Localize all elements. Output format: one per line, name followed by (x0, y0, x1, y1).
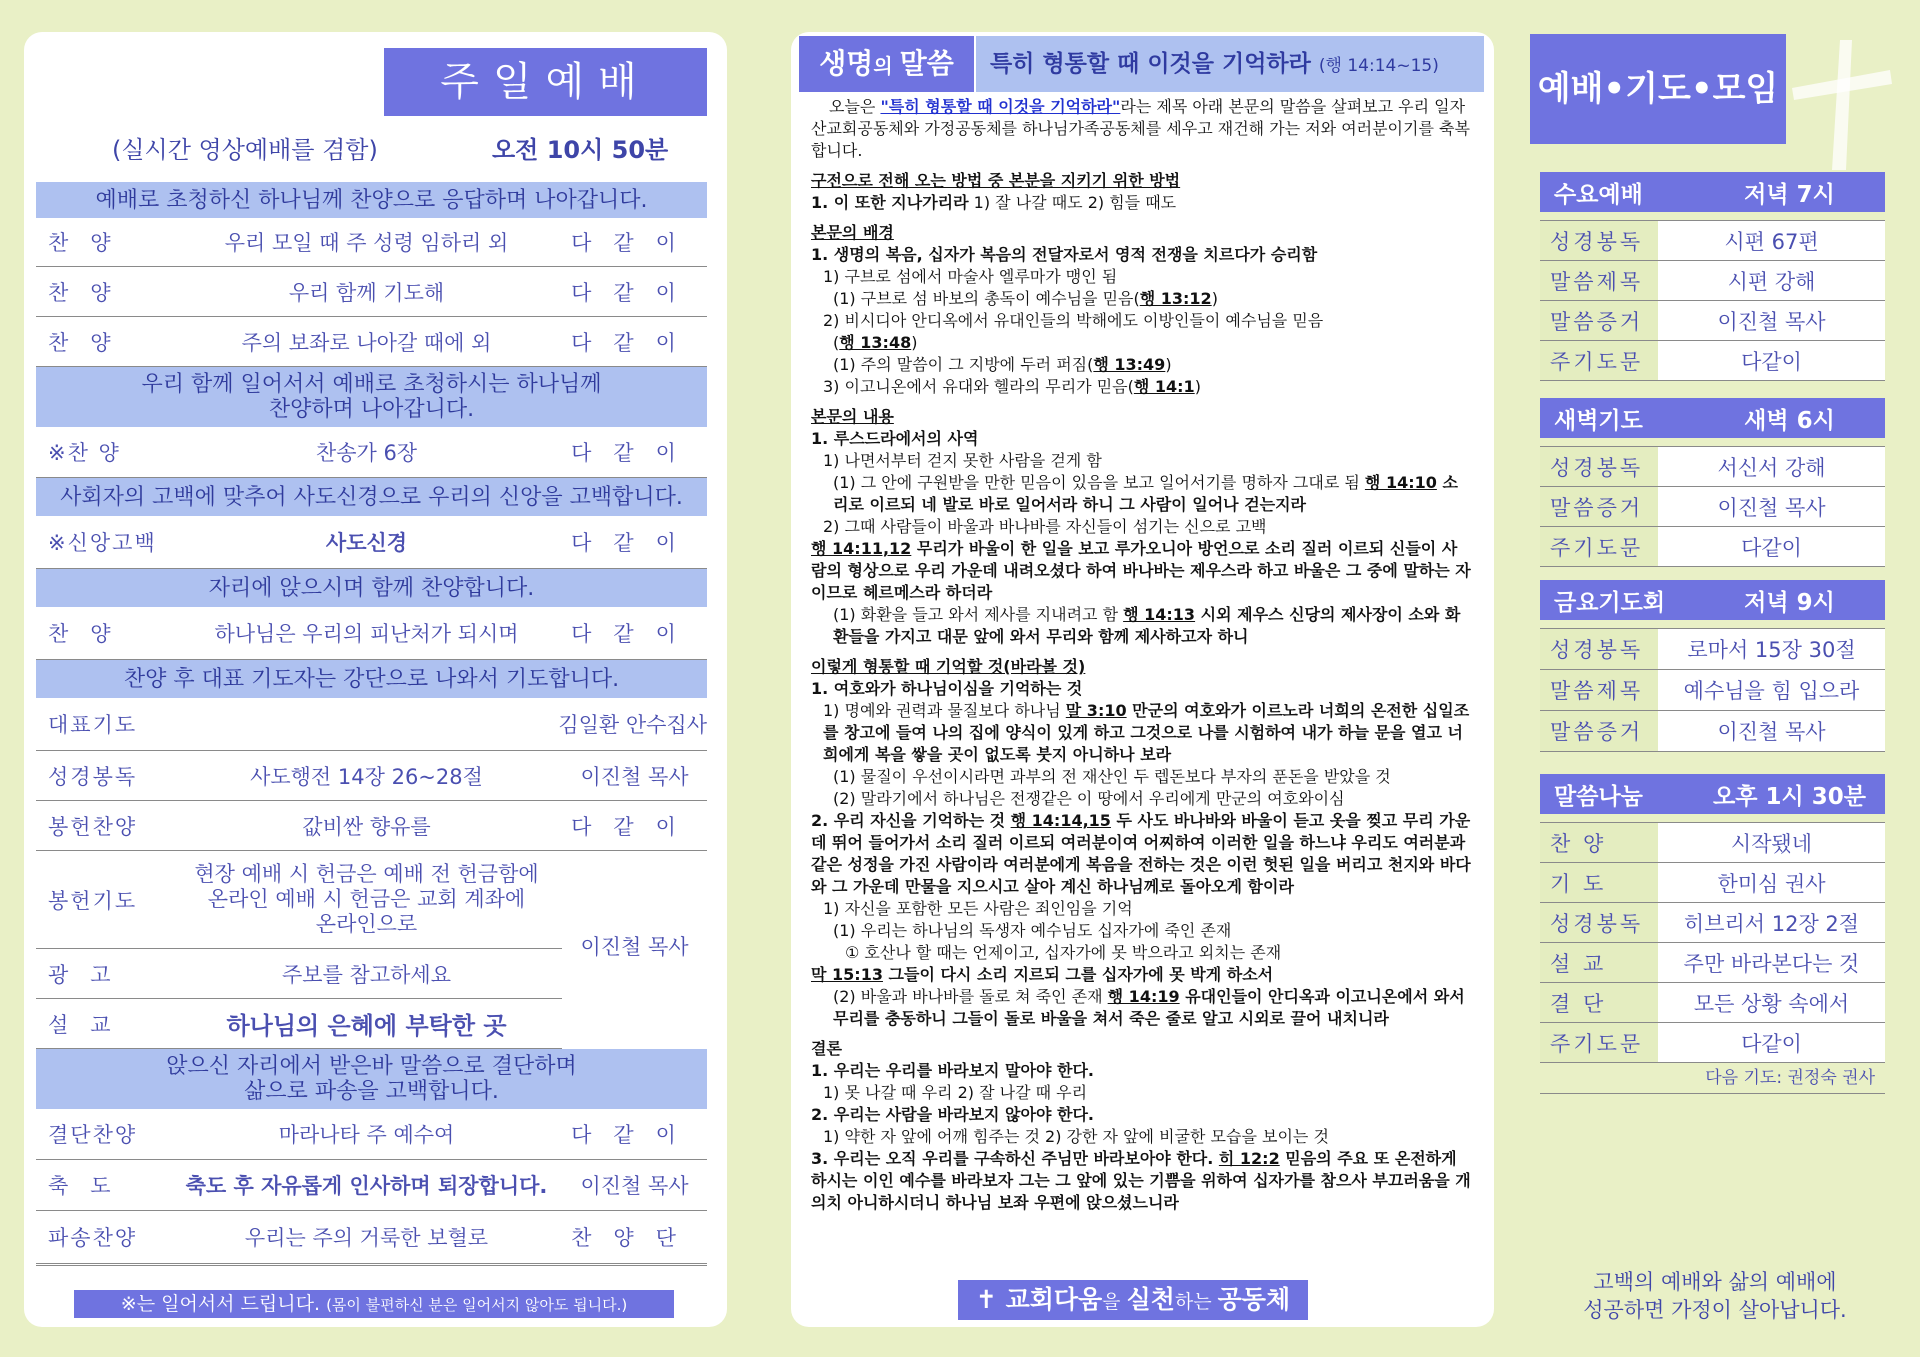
next-prayer-note: 다음 기도: 권정숙 권사 (1540, 1063, 1885, 1094)
row-content: 마라나타 주 예수여 (278, 1123, 455, 1147)
sermon-body (811, 96, 1471, 1214)
text: ) (1211, 289, 1218, 308)
schedule-row (1540, 629, 1885, 670)
schedule-row (1540, 487, 1885, 527)
row-value: 시편 강해 (1658, 261, 1885, 300)
section-time: 저녁 9시 (1744, 589, 1835, 616)
scripture-ref: 행 14:11,12 (811, 539, 912, 558)
section-heading: 본문의 내용 (811, 407, 894, 426)
row-label: 결 단 (1540, 983, 1658, 1022)
intro-paragraph (811, 96, 1471, 162)
row-content: 우리 함께 기도해 (288, 280, 445, 305)
row-value: 히브리서 12장 2절 (1658, 903, 1885, 942)
band-heading: 예배로 초청하신 하나님께 찬양으로 응답하며 나아갑니다. (36, 182, 707, 218)
scripture-quote: 무리가 바울이 한 일을 보고 루가오니아 방언으로 소리 질러 이르되 신들이 사람의 형상으로 우리 가운데 내려오셨다 하여 바나바는 제우스라 하고 바울은 그 중에 말하는 자이므로 헤르메스라 하더라 (811, 539, 1471, 602)
row-leader: 다같이 (571, 814, 698, 839)
outline-line: 1. 루스드라에서의 사역 (811, 429, 979, 448)
order-of-worship (36, 182, 707, 1266)
outline-line: 2) 그때 사람들이 바울과 바나바를 자신들이 섬기는 신으로 고백 (823, 517, 1267, 536)
section-heading: 본문의 배경 (811, 223, 894, 242)
outline-line (811, 700, 1471, 766)
row-leader: 이진철 목사 (580, 764, 689, 789)
row-content: 찬송가 6장 (315, 441, 418, 465)
sunday-worship-panel (24, 32, 727, 1327)
row-label: 파송찬양 (48, 1226, 138, 1250)
row-leader: 다같이 (571, 441, 698, 465)
schedule-row (1540, 903, 1885, 943)
outline-line (811, 538, 1471, 604)
text: 3. 우리는 오직 우리를 구속하신 주님만 바라보아야 한다. (811, 1149, 1219, 1168)
row-label: 봉헌찬양 (48, 814, 138, 839)
order-row (36, 1109, 707, 1160)
row-leader: 이진철 목사 (580, 1174, 689, 1198)
tab-word: 말씀 (899, 47, 954, 80)
band-line: 찬양하며 나아갑니다. (268, 397, 475, 422)
row-value: 이진철 목사 (1658, 711, 1885, 751)
outline-line (811, 354, 1471, 376)
outline-line (811, 986, 1471, 1030)
schedule-title: 예배•기도•모임 (1530, 34, 1786, 144)
row-label: 설교 (48, 1012, 133, 1037)
schedule-row (1540, 221, 1885, 261)
scripture-ref: 행 14:13 (1123, 605, 1196, 624)
slogan-word: 공동체 (1217, 1285, 1291, 1314)
text: 2. 우리 자신을 기억하는 것 (811, 811, 1011, 830)
outline-line (811, 288, 1471, 310)
scripture-ref: 행 14:14,15 (1010, 811, 1111, 830)
offering-note-line: 온라인 예배 시 헌금은 교회 계좌에 (207, 887, 526, 911)
outline-line: 2. 우리는 사람을 바라보지 않아야 한다. (811, 1105, 1094, 1124)
row-content: 우리는 주의 거룩한 보혈로 (244, 1226, 489, 1250)
schedule-row (1540, 711, 1885, 752)
cross-icon (1780, 40, 1895, 170)
outline-line: (1) 물질이 우선이시라면 과부의 전 재산인 두 렙돈보다 부자의 푼돈을 받았을 것 (833, 767, 1391, 786)
row-content: 우리 모일 때 주 성령 임하리 외 (224, 231, 509, 255)
order-row (36, 607, 707, 660)
row-label: 결단찬양 (48, 1123, 138, 1147)
row-value: 서신서 강해 (1658, 447, 1885, 486)
order-row (36, 999, 562, 1049)
row-value: 예수님을 힘 입으라 (1658, 670, 1885, 710)
row-value: 주만 바라본다는 것 (1658, 943, 1885, 982)
row-content: 축도 후 자유롭게 인사하며 퇴장합니다. (185, 1174, 548, 1198)
row-leader: 다같이 (571, 622, 698, 646)
scripture-ref: 행 13:48 (839, 333, 912, 352)
text: (1) 주의 말씀이 그 지방에 두러 퍼짐( (833, 355, 1094, 374)
row-content: 하나님은 우리의 피난처가 되시며 (214, 622, 519, 646)
page-title: 주일예배 (384, 48, 707, 116)
schedule-row (1540, 301, 1885, 341)
sermon-title (976, 36, 1484, 92)
order-row (36, 851, 562, 949)
schedule-row (1540, 261, 1885, 301)
schedule-row (1540, 943, 1885, 983)
band-heading: 사회자의 고백에 맞추어 사도신경으로 우리의 신앙을 고백합니다. (36, 478, 707, 516)
tab-word: 생명 (819, 47, 874, 80)
row-label: 대표기도 (48, 713, 138, 737)
section-name: 새벽기도 (1554, 407, 1643, 434)
outline-line: 1) 나면서부터 걷지 못한 사람을 걷게 함 (823, 451, 1102, 470)
text: ) (1194, 377, 1201, 396)
row-label: 봉헌기도 (48, 888, 138, 913)
row-leader: 다같이 (571, 231, 698, 255)
sermon-tab (799, 36, 974, 92)
scripture-ref: 행 14:19 (1107, 987, 1180, 1006)
schedule-row (1540, 527, 1885, 567)
row-label: 말씀증거 (1540, 711, 1658, 751)
sermon-panel (791, 32, 1494, 1327)
schedule-row (1540, 863, 1885, 903)
order-row (36, 427, 707, 478)
row-label: 찬양 (48, 280, 133, 305)
scripture-ref: 막 15:13 (811, 965, 883, 984)
row-label: 성경봉독 (1540, 447, 1658, 486)
row-leader: 다같이 (571, 1123, 698, 1147)
schedule-row (1540, 823, 1885, 863)
row-label: 찬양 (48, 622, 133, 646)
highlight: "특히 형통할 때 이것을 기억하라" (880, 97, 1121, 116)
standing-note-sub: (몸이 불편하신 분은 일어서지 않아도 됩니다.) (326, 1296, 628, 1314)
church-slogan (958, 1280, 1308, 1320)
outline-line: 1. 여호와가 하나님이심을 기억하는 것 (811, 679, 1083, 698)
scripture-ref: 행 13:12 (1139, 289, 1212, 308)
scripture-quote: 소리로 이르되 네 발로 바로 일어서라 하니 그 사람이 일어나 걷는지라 (833, 473, 1458, 514)
row-label: 광고 (48, 962, 133, 987)
row-value: 시작됐네 (1658, 823, 1885, 862)
row-value: 모든 상황 속에서 (1658, 983, 1885, 1022)
band-heading (36, 1049, 707, 1109)
row-label: 성경봉독 (1540, 903, 1658, 942)
text: ( (833, 333, 840, 352)
section-time: 새벽 6시 (1744, 407, 1835, 434)
merged-section (36, 851, 707, 1049)
section-time: 오후 1시 30분 (1713, 783, 1866, 810)
section-name: 말씀나눔 (1554, 783, 1643, 810)
order-row (36, 751, 707, 801)
outline-line (811, 472, 1471, 516)
slogan-particle: 을 (1102, 1291, 1127, 1313)
row-label: 기 도 (1540, 863, 1658, 902)
order-row (36, 1211, 707, 1266)
section-name: 금요기도회 (1554, 589, 1666, 616)
text: ) (911, 333, 918, 352)
schedule-row (1540, 1023, 1885, 1063)
section-header (1540, 398, 1885, 438)
scripture-quote: 유대인들이 안디옥과 이고니온에서 와서 무리를 충동하니 그들이 돌로 바울을 쳐서 죽은 줄로 알고 시외로 끌어 내치니라 (833, 987, 1465, 1028)
section-heading: 이렇게 형통할 때 기억할 것(바라볼 것) (811, 657, 1086, 676)
row-leader: 찬양단 (571, 1226, 698, 1250)
row-value: 로마서 15장 30절 (1658, 629, 1885, 669)
outline-line: (1) 우리는 하나님의 독생자 예수님도 십자가에 죽인 존재 (833, 921, 1232, 940)
row-label: ※신앙고백 (48, 531, 157, 555)
section-name: 수요예배 (1554, 181, 1643, 208)
outline-line (811, 332, 1471, 354)
row-label: ※찬 양 (48, 441, 121, 465)
tab-particle: 의 (873, 54, 900, 78)
standing-note-main: ※는 일어서서 드립니다. (120, 1293, 321, 1315)
scripture-ref: 행 14:10 (1364, 473, 1437, 492)
row-label: 말씀제목 (1540, 670, 1658, 710)
scripture-ref: 히 12:2 (1218, 1149, 1280, 1168)
order-row (36, 801, 707, 851)
band-line: 앉으신 자리에서 받은바 말씀으로 결단하며 (166, 1054, 577, 1079)
row-value: 다같이 (1658, 1023, 1885, 1062)
section-time: 저녁 7시 (1744, 181, 1835, 208)
closing-line: 성공하면 가정이 살아납니다. (1583, 1298, 1847, 1322)
closing-line: 고백의 예배와 삶의 예배에 (1593, 1270, 1837, 1294)
offering-note-line: 온라인으로 (315, 912, 418, 936)
row-value: 시편 67편 (1658, 221, 1885, 260)
row-label: 축도 (48, 1174, 133, 1198)
outline-line: 1) 못 나갈 때 우리 2) 잘 나갈 때 우리 (823, 1083, 1088, 1102)
schedule-row (1540, 670, 1885, 711)
slogan-particle: 하는 (1174, 1291, 1218, 1313)
outline-line: 1) 약한 자 앞에 어깨 힘주는 것 2) 강한 자 앞에 비굴한 모습을 보이는 것 (823, 1127, 1329, 1146)
band-line: 우리 함께 일어서서 예배로 초청하시는 하나님께 (141, 372, 602, 397)
standing-note (74, 1290, 674, 1318)
text: (2) 바울과 바나바를 돌로 쳐 죽인 존재 (833, 987, 1108, 1006)
wednesday-service (1540, 172, 1885, 381)
section-header (1540, 774, 1885, 814)
order-row (36, 516, 707, 569)
row-content: 값비싼 향유를 (302, 814, 431, 839)
order-row (36, 267, 707, 317)
row-label: 말씀증거 (1540, 301, 1658, 340)
slogan-word: 교회다움 (1005, 1285, 1103, 1314)
row-label: 주기도문 (1540, 341, 1658, 380)
closing-message (1560, 1268, 1870, 1324)
row-content (171, 862, 562, 937)
row-value: 다같이 (1658, 527, 1885, 566)
worship-subtitle: (실시간 영상예배를 겸함) (112, 136, 378, 164)
order-row (36, 317, 707, 367)
friday-prayer-meeting (1540, 580, 1885, 752)
row-label: 주기도문 (1540, 527, 1658, 566)
row-content: 하나님의 은혜에 부탁한 곳 (226, 1012, 507, 1040)
row-value: 이진철 목사 (1658, 487, 1885, 526)
section-heading: 결론 (811, 1039, 842, 1058)
row-label: 성경봉독 (1540, 221, 1658, 260)
row-leader: 다같이 (571, 280, 698, 305)
worship-time: 오전 10시 50분 (492, 136, 669, 164)
row-leader: 다같이 (571, 330, 698, 355)
text: 1) 명예와 권력과 물질보다 하나님 (823, 701, 1066, 720)
band-line: 삶으로 파송을 고백합니다. (244, 1079, 499, 1104)
text: 1) 잘 나갈 때도 2) 힘들 때도 (968, 193, 1177, 212)
outline-line: 2) 비시디아 안디옥에서 유대인들의 박해에도 이방인들이 예수님을 믿음 (823, 311, 1324, 330)
band-heading: 자리에 앉으시며 함께 찬양합니다. (36, 569, 707, 607)
scripture-ref: 행 14:1 (1133, 377, 1195, 396)
band-heading: 찬양 후 대표 기도자는 강단으로 나와서 기도합니다. (36, 660, 707, 698)
outline-line (811, 192, 1471, 214)
row-value: 이진철 목사 (1658, 301, 1885, 340)
row-label: 찬양 (48, 231, 133, 255)
scripture-ref: 말 3:10 (1065, 701, 1127, 720)
outline-line (811, 1148, 1471, 1214)
outline-line: 1) 자신을 포함한 모든 사람은 죄인임을 기억 (823, 899, 1133, 918)
text: 오늘은 (829, 97, 881, 116)
row-content: 주보를 참고하세요 (282, 962, 451, 987)
outline-line: (2) 말라기에서 하나님은 전쟁같은 이 땅에서 우리에게 만군의 여호와이심 (833, 789, 1345, 808)
schedule-row (1540, 341, 1885, 381)
text: 3) 이고니온에서 유대와 헬라의 무리가 믿음( (823, 377, 1134, 396)
row-leader: 김일환 안수집사 (558, 713, 707, 737)
offering-note-line: 현장 예배 시 헌금은 예배 전 헌금함에 (194, 862, 539, 886)
outline-line (811, 376, 1471, 398)
outline-line: 1. 우리는 우리를 바라보지 말아야 한다. (811, 1061, 1094, 1080)
row-label: 주기도문 (1540, 1023, 1658, 1062)
section-heading: 구전으로 전해 오는 방법 중 본분을 지키기 위한 방법 (811, 171, 1181, 190)
row-label: 찬 양 (1540, 823, 1658, 862)
row-label: 성경봉독 (48, 764, 138, 789)
text: ) (1165, 355, 1172, 374)
scripture-quote: 만군의 여호와가 이르노라 너희의 온전한 십일조를 창고에 들여 나의 집에 양식이 있게 하고 그것으로 나를 시험하여 내가 하늘 문을 열고 너희에게 복을 쌓을 곳이 없도록 붓지 아니하나 보라 (823, 701, 1470, 764)
scripture-ref: 행 13:49 (1093, 355, 1166, 374)
sermon-reference: (행 14:14~15) (1318, 56, 1439, 76)
scripture-quote: 두 사도 바나바와 바울이 듣고 옷을 찢고 무리 가운데 뛰어 들어가서 소리 질러 이르되 여러분이여 어찌하여 이러한 일을 하느냐 우리도 여러분과 같은 성정을 가진 사람이라 여러분에게 복음을 전하는 것은 이런 헛된 일을 버리고 천지와 바다와 그 가운데 만물을 지으시고 살아 계신 하나님께로 돌아오게 함이라 (811, 811, 1471, 896)
slogan-word: 실천 (1126, 1285, 1175, 1314)
outline-line: ① 호산나 할 때는 언제이고, 십자가에 못 박으라고 외치는 존재 (845, 943, 1282, 962)
cross-icon: ✝ (975, 1285, 997, 1314)
word-sharing (1540, 774, 1885, 1094)
text: 1. 이 또한 지나가리라 (811, 193, 969, 212)
section-header (1540, 580, 1885, 620)
order-row (36, 698, 707, 751)
order-row (36, 949, 562, 999)
band-heading (36, 367, 707, 427)
row-label: 말씀증거 (1540, 487, 1658, 526)
outline-line: 1. 생명의 복음, 십자가 복음의 전달자로서 영적 전쟁을 치르다가 승리함 (811, 245, 1318, 264)
outline-line: 1) 구브로 섬에서 마술사 엘루마가 맹인 됨 (823, 267, 1118, 286)
scripture-quote: 믿음의 주요 또 온전하게 하시는 이인 예수를 바라보자 그는 그 앞에 있는 기쁨을 위하여 십자가를 참으사 부끄러움을 개의치 아니하시더니 하나님 보좌 우편에 앉으셨느니라 (811, 1149, 1471, 1212)
row-content: 사도행전 14장 26~28절 (250, 764, 483, 789)
section-header (1540, 172, 1885, 212)
scripture-quote: 그들이 다시 소리 지르되 그를 십자가에 못 박게 하소서 (882, 965, 1274, 984)
row-label: 설 교 (1540, 943, 1658, 982)
row-content: 사도신경 (325, 531, 408, 555)
row-value: 한미심 권사 (1658, 863, 1885, 902)
row-value: 다같이 (1658, 341, 1885, 380)
order-row (36, 1160, 707, 1211)
outline-line (811, 604, 1471, 648)
outline-line (811, 964, 1471, 986)
text: (1) 화환을 들고 와서 제사를 지내려고 함 (833, 605, 1124, 624)
scripture-quote: 시외 제우스 신당의 제사장이 소와 화환들을 가지고 대문 앞에 와서 무리와 함께 제사하고자 하니 (833, 605, 1461, 646)
outline-line (811, 810, 1471, 898)
row-content: 주의 보좌로 나아갈 때에 외 (241, 330, 492, 355)
text: 라는 제목 아래 본문의 말씀을 살펴보고 우리 일자산교회공동체와 가정공동체를 하나님가족공동체를 세우고 재건해 가는 저와 여러분이기를 축복합니다. (811, 97, 1470, 160)
text: (1) 그 안에 구원받을 만한 믿음이 있음을 보고 일어서기를 명하자 그대로 됨 (833, 473, 1365, 492)
schedule-row (1540, 983, 1885, 1023)
row-label: 말씀제목 (1540, 261, 1658, 300)
row-leader: 이진철 목사 (580, 935, 689, 959)
row-leader: 다같이 (571, 531, 698, 555)
dawn-prayer (1540, 398, 1885, 567)
text: (1) 구브로 섬 바보의 총독이 예수님을 믿음( (833, 289, 1140, 308)
schedule-row (1540, 447, 1885, 487)
row-label: 찬양 (48, 330, 133, 355)
sermon-title-text: 특히 형통할 때 이것을 기억하라 (990, 51, 1311, 77)
order-row (36, 218, 707, 267)
row-label: 성경봉독 (1540, 629, 1658, 669)
